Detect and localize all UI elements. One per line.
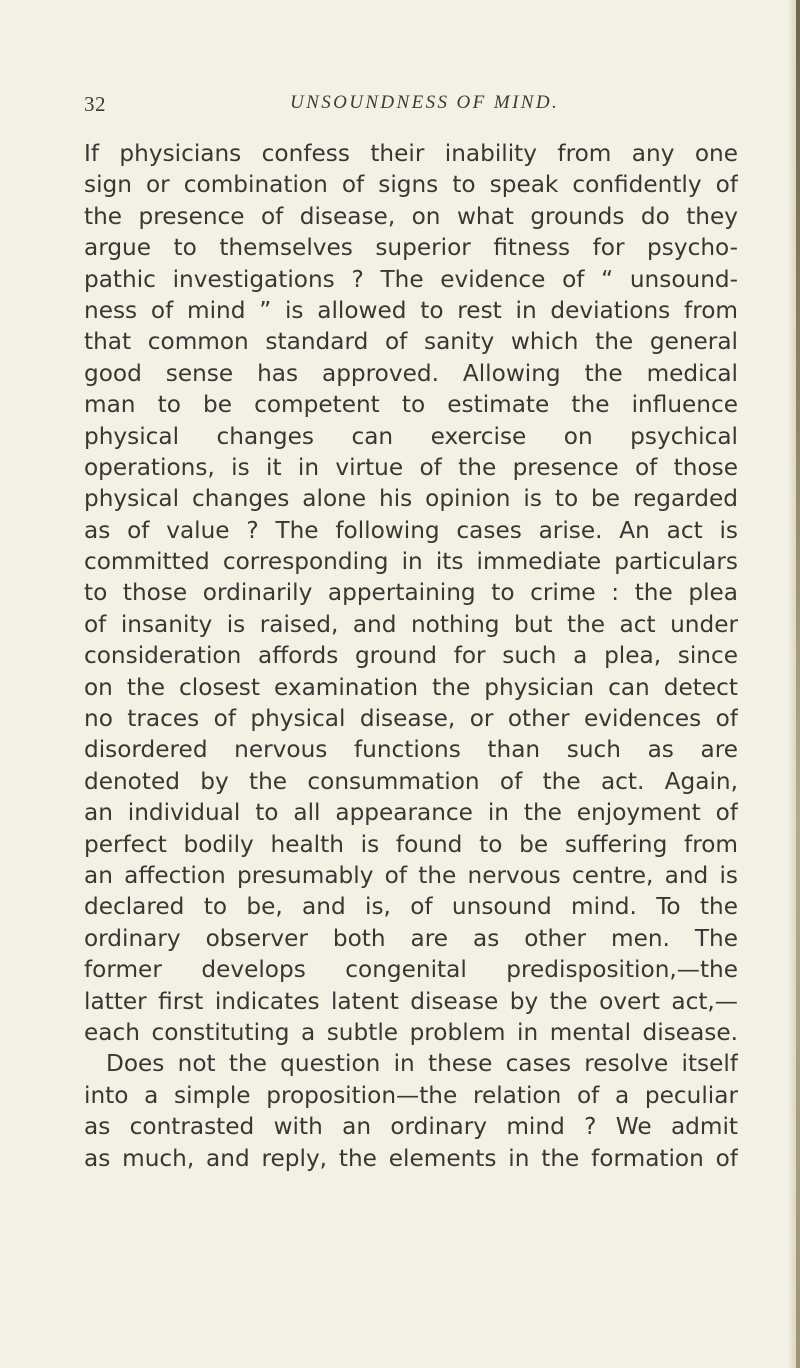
running-title: UNSOUNDNESS OF MIND. [290, 92, 560, 113]
text-line: as much, and reply, the elements in the formation of [84, 1144, 738, 1172]
running-head [84, 92, 744, 120]
text-line: argue to themselves superior fitness for psycho- [84, 234, 738, 262]
text-line: consideration affords ground for such a plea, since [84, 642, 738, 670]
text-line: ness of mind ” is allowed to rest in deviations from [84, 296, 738, 324]
text-line-paragraph-start: Does not the question in these cases resolve itself [106, 1050, 738, 1078]
text-line: denoted by the consummation of the act. Again, [84, 767, 738, 795]
body-text [84, 138, 738, 1174]
text-line: sign or combination of signs to speak confidently of [84, 171, 738, 199]
text-line: an affection presumably of the nervous centre, and is [84, 861, 738, 889]
text-line: perfect bodily health is found to be suffering from [84, 830, 738, 858]
text-line: the presence of disease, on what grounds do they [84, 202, 738, 230]
text-line: that common standard of sanity which the general [84, 328, 738, 356]
text-line: operations, is it in virtue of the presence of those [84, 453, 738, 481]
text-line: disordered nervous functions than such as are [84, 736, 738, 764]
text-line: each constituting a subtle problem in mental disease. [84, 1018, 738, 1046]
text-line: as of value ? The following cases arise. An act is [84, 516, 738, 544]
text-line: as contrasted with an ordinary mind ? We admit [84, 1113, 738, 1141]
text-line: committed corresponding in its immediate particulars [84, 548, 738, 576]
text-line: good sense has approved. Allowing the medical [84, 359, 738, 387]
text-line: declared to be, and is, of unsound mind. To the [84, 893, 738, 921]
text-line: no traces of physical disease, or other evidences of [84, 705, 738, 733]
text-line: an individual to all appearance in the enjoyment of [84, 799, 738, 827]
page-edge-shadow [796, 0, 800, 1368]
text-line: ordinary observer both are as other men. The [84, 924, 738, 952]
text-line: latter first indicates latent disease by the overt act,— [84, 987, 738, 1015]
text-line: pathic investigations ? The evidence of “ unsound- [84, 265, 738, 293]
text-line: physical changes alone his opinion is to be regarded [84, 485, 738, 513]
text-line: of insanity is raised, and nothing but the act under [84, 610, 738, 638]
text-line: to those ordinarily appertaining to crime : the plea [84, 579, 738, 607]
text-line: If physicians confess their inability from any one [84, 140, 738, 167]
text-line: physical changes can exercise on psychical [84, 422, 738, 450]
text-line: former develops congenital predisposition,—the [84, 956, 738, 984]
text-line: man to be competent to estimate the influence [84, 391, 738, 419]
page-number: 32 [84, 92, 106, 116]
text-line: into a simple proposition—the relation of a peculiar [84, 1081, 738, 1109]
text-line: on the closest examination the physician can detect [84, 673, 738, 701]
